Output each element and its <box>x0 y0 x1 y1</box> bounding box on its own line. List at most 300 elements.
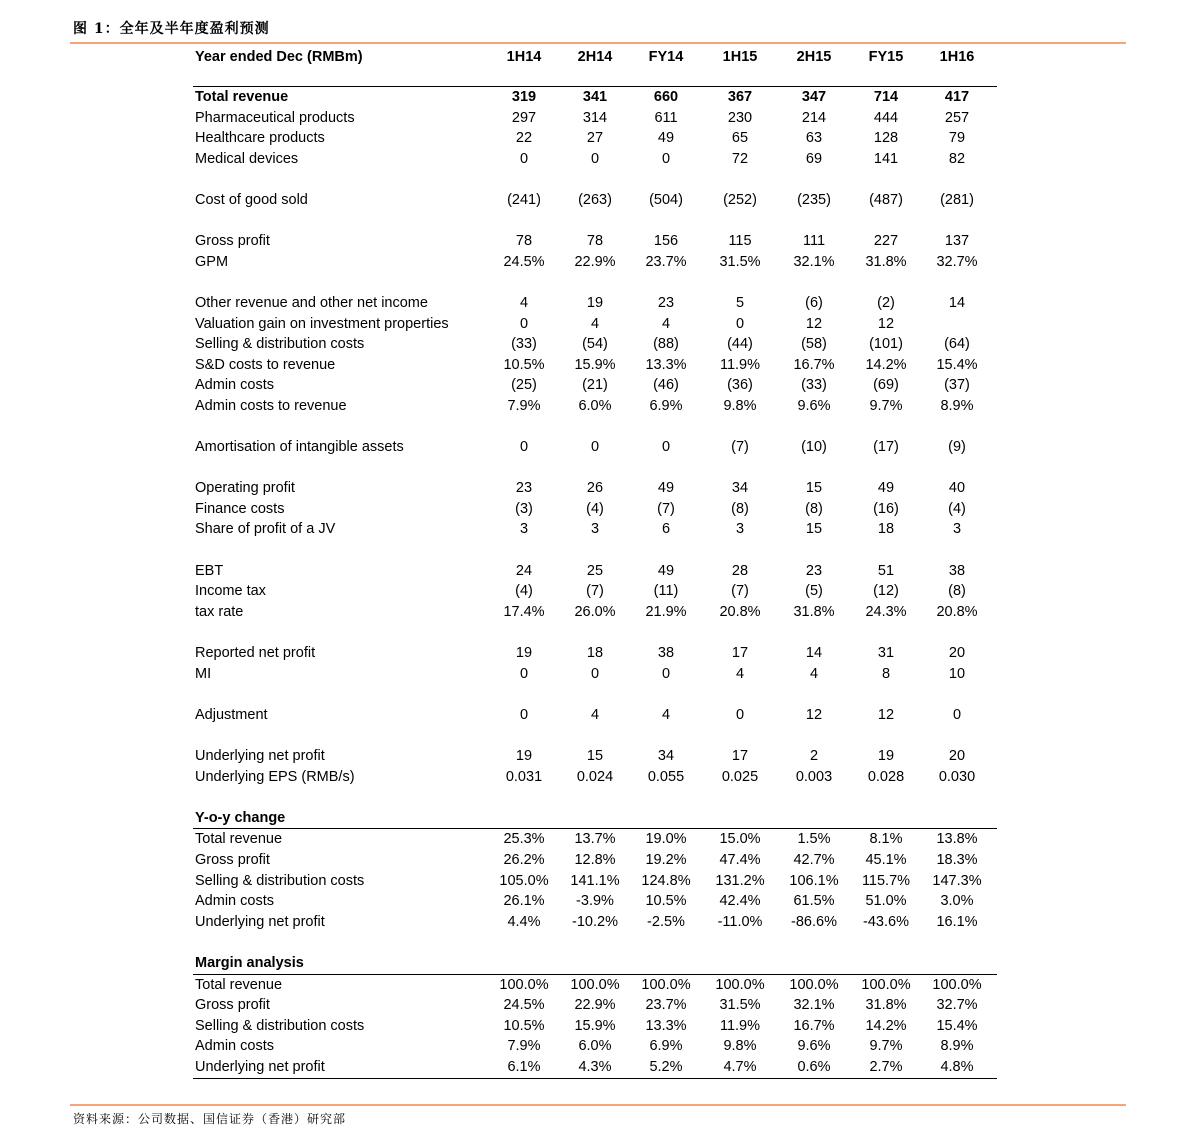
table-row <box>193 108 997 129</box>
cell-value: 22 <box>515 130 533 147</box>
row-label: Share of profit of a JV <box>195 521 336 538</box>
cell-value: 7.9% <box>507 1038 541 1055</box>
cell-value: (281) <box>940 191 974 208</box>
cell-value: 297 <box>511 109 537 126</box>
cell-value: (33) <box>801 377 827 394</box>
figure-title: 图 1：全年及半年度盈利预测 <box>73 21 270 37</box>
cell-value: (33) <box>511 336 537 353</box>
cell-value: (7) <box>731 583 749 600</box>
cell-value: 63 <box>805 130 823 147</box>
cell-value: 11.9% <box>719 1017 761 1034</box>
cell-value: 12.8% <box>574 851 616 868</box>
cell-value: 17 <box>731 645 749 662</box>
cell-value: 24 <box>515 562 533 579</box>
cell-value: (36) <box>727 377 753 394</box>
cell-value: 0 <box>519 665 529 682</box>
cell-value: 4 <box>661 706 671 723</box>
cell-value: 9.7% <box>869 1038 903 1055</box>
cell-value: 3 <box>519 521 529 538</box>
cell-value: 0.003 <box>795 768 833 785</box>
cell-value: 105.0% <box>499 872 549 889</box>
cell-value: 15.4% <box>936 356 978 373</box>
cell-value: 72 <box>731 150 749 167</box>
cell-value: 38 <box>948 562 966 579</box>
cell-value: 6.0% <box>578 397 612 414</box>
cell-value: 0 <box>661 439 671 456</box>
cell-value: 49 <box>657 562 675 579</box>
table-row <box>193 252 997 273</box>
row-label: Gross profit <box>195 851 270 868</box>
cell-value: 115.7% <box>861 872 911 889</box>
cell-value: 100.0% <box>932 976 982 993</box>
row-label: Admin costs <box>195 1038 274 1055</box>
cell-value: 0 <box>590 665 600 682</box>
cell-value: 8 <box>881 665 891 682</box>
table-row <box>193 1036 997 1057</box>
cell-value: 0 <box>590 150 600 167</box>
cell-value: 23 <box>805 562 823 579</box>
spacer-row <box>193 787 997 808</box>
table-row <box>193 478 997 499</box>
cell-value: 5.2% <box>649 1058 683 1075</box>
cell-value: 314 <box>582 109 608 126</box>
cell-value: 147.3% <box>932 872 982 889</box>
cell-value: 31 <box>877 645 895 662</box>
cell-value: (54) <box>582 336 608 353</box>
cell-value: 2H15 <box>796 49 832 65</box>
cell-value: 13.7% <box>574 831 616 848</box>
cell-value: 4 <box>661 315 671 332</box>
cell-value: 100.0% <box>861 976 911 993</box>
cell-value: 6 <box>661 521 671 538</box>
cell-value: (263) <box>578 191 612 208</box>
cell-value: 2 <box>809 748 819 764</box>
cell-value: 7.9% <box>507 397 541 414</box>
cell-value: 1.5% <box>797 831 831 848</box>
cell-value: 141.1% <box>570 872 620 889</box>
cell-value: 0.025 <box>721 768 759 785</box>
cell-value: 0 <box>519 315 529 332</box>
cell-value: 341 <box>582 89 608 105</box>
cell-value: 32.7% <box>936 253 978 270</box>
cell-value: 0.030 <box>938 768 976 785</box>
cell-value: 38 <box>657 645 675 662</box>
table-row <box>193 314 997 335</box>
cell-value: 32.1% <box>793 997 835 1014</box>
cell-value: 9.8% <box>723 1038 757 1055</box>
cell-value: 8.1% <box>869 831 903 848</box>
cell-value: (17) <box>873 439 899 456</box>
cell-value: -3.9% <box>576 893 614 910</box>
cell-value: 0 <box>735 315 745 332</box>
cell-value: 12 <box>805 706 823 723</box>
top-rule <box>70 42 1126 44</box>
margin-section-title <box>193 953 997 974</box>
cell-value: 9.7% <box>869 397 903 414</box>
cell-value: (6) <box>805 294 823 311</box>
cell-value: 10.5% <box>503 1017 545 1034</box>
cell-value: 23.7% <box>645 253 687 270</box>
cell-value: 15 <box>805 521 823 538</box>
cell-value: (487) <box>869 191 903 208</box>
table-row <box>193 1016 997 1037</box>
cell-value: 1H15 <box>722 49 758 65</box>
cell-value: 31.8% <box>865 253 907 270</box>
row-label: Underlying net profit <box>195 1058 325 1075</box>
cell-value: 21.9% <box>645 603 687 620</box>
row-label: Gross profit <box>195 233 270 250</box>
row-label: Selling & distribution costs <box>195 1017 365 1034</box>
table-row <box>193 437 997 458</box>
cell-value: 14.2% <box>865 356 907 373</box>
cell-value: 10 <box>948 665 966 682</box>
cell-value: 42.4% <box>719 893 761 910</box>
cell-value: 0 <box>590 439 600 456</box>
cell-value: 0 <box>519 150 529 167</box>
earnings-forecast-table <box>193 46 997 1079</box>
yoy-section-title <box>193 808 997 829</box>
cell-value: 4.8% <box>940 1058 974 1075</box>
table-header-row <box>193 46 997 86</box>
row-label: Income tax <box>195 583 266 600</box>
cell-value: 26.1% <box>503 893 545 910</box>
table-row <box>193 705 997 726</box>
table-row <box>193 1057 997 1079</box>
cell-value: 9.6% <box>797 1038 831 1055</box>
cell-value: 156 <box>653 233 679 250</box>
row-label: Underlying net profit <box>195 913 325 930</box>
table-row <box>193 871 997 892</box>
cell-value: 34 <box>731 480 749 497</box>
cell-value: 124.8% <box>641 872 691 889</box>
cell-value: 19 <box>877 748 895 764</box>
cell-value: FY15 <box>868 49 904 65</box>
cell-value: 660 <box>653 89 679 105</box>
cell-value: 14.2% <box>865 1017 907 1034</box>
cell-value: 78 <box>515 233 533 250</box>
cell-value: 25.3% <box>503 831 545 848</box>
cell-value: 2H14 <box>577 49 613 65</box>
row-label: Medical devices <box>195 150 299 167</box>
cell-value: 714 <box>873 89 899 105</box>
cell-value: 42.7% <box>793 851 835 868</box>
cell-value: (252) <box>723 191 757 208</box>
row-label: Pharmaceutical products <box>195 109 355 126</box>
row-label: Selling & distribution costs <box>195 336 365 353</box>
table-row <box>193 995 997 1016</box>
spacer-row <box>193 684 997 705</box>
row-label: S&D costs to revenue <box>195 356 336 373</box>
row-label: Adjustment <box>195 706 268 723</box>
cell-value: 319 <box>511 89 537 105</box>
cell-value: (25) <box>511 377 537 394</box>
cell-value: 417 <box>944 89 970 105</box>
cell-value: 4 <box>590 315 600 332</box>
cell-value: 128 <box>873 130 899 147</box>
table-row <box>193 974 997 996</box>
spacer-row <box>193 622 997 643</box>
row-label: Year ended Dec (RMBm) <box>195 49 363 65</box>
row-label: GPM <box>195 253 229 270</box>
cell-value: 15.9% <box>574 1017 616 1034</box>
cell-value: (7) <box>657 500 675 517</box>
cell-value: 4 <box>809 665 819 682</box>
cell-value: 100.0% <box>715 976 765 993</box>
cell-value: (11) <box>653 583 679 600</box>
cell-value: 13.3% <box>645 1017 687 1034</box>
cell-value: 12 <box>877 706 895 723</box>
cell-value: (4) <box>948 500 966 517</box>
table-row <box>193 86 997 108</box>
cell-value: 25 <box>586 562 604 579</box>
cell-value: 0.031 <box>505 768 543 785</box>
cell-value: 32.1% <box>793 253 835 270</box>
cell-value: (3) <box>515 500 533 517</box>
cell-value: 31.8% <box>793 603 835 620</box>
cell-value: 367 <box>727 89 753 105</box>
cell-value: 6.1% <box>507 1058 541 1075</box>
cell-value: 6.0% <box>578 1038 612 1055</box>
cell-value: 111 <box>802 233 826 250</box>
row-label: Total revenue <box>195 831 283 848</box>
cell-value: 24.5% <box>503 253 545 270</box>
cell-value: 0.028 <box>867 768 905 785</box>
cell-value: 3 <box>952 521 962 538</box>
bottom-rule <box>70 1104 1126 1106</box>
spacer-row <box>193 725 997 746</box>
cell-value: 31.8% <box>865 997 907 1014</box>
row-label: Healthcare products <box>195 130 325 147</box>
cell-value: (241) <box>507 191 541 208</box>
cell-value: 131.2% <box>715 872 765 889</box>
row-label: Reported net profit <box>195 645 316 662</box>
row-label: Admin costs <box>195 893 274 910</box>
cell-value: 0.024 <box>576 768 614 785</box>
cell-value: 22.9% <box>574 997 616 1014</box>
table-row <box>193 375 997 396</box>
cell-value: 4.7% <box>723 1058 757 1075</box>
table-row <box>193 355 997 376</box>
cell-value: 0 <box>952 706 962 723</box>
cell-value: 26 <box>586 480 604 497</box>
source-note: 资料来源：公司数据、国信证券（香港）研究部 <box>73 1112 347 1126</box>
cell-value: 8.9% <box>940 397 974 414</box>
cell-value: 19 <box>515 645 533 662</box>
cell-value: 5 <box>735 294 745 311</box>
cell-value: (5) <box>805 583 823 600</box>
cell-value: 106.1% <box>789 872 839 889</box>
spacer-row <box>193 932 997 953</box>
cell-value: 3 <box>735 521 745 538</box>
cell-value: 4 <box>590 706 600 723</box>
cell-value: 1H16 <box>939 49 975 65</box>
cell-value: 23 <box>657 294 675 311</box>
cell-value: 28 <box>731 562 749 579</box>
cell-value: 16.7% <box>793 1017 835 1034</box>
cell-value: 141 <box>873 150 899 167</box>
row-label: Underlying net profit <box>195 748 325 764</box>
row-label: Total revenue <box>195 89 289 105</box>
cell-value: (16) <box>873 500 899 517</box>
cell-value: 257 <box>944 109 970 126</box>
table-row <box>193 334 997 355</box>
table-row <box>193 519 997 540</box>
table-row <box>193 767 997 788</box>
cell-value: 51 <box>877 562 895 579</box>
cell-value: 1H14 <box>506 49 542 65</box>
cell-value: 51.0% <box>865 893 907 910</box>
cell-value: 100.0% <box>570 976 620 993</box>
cell-value: (101) <box>869 336 903 353</box>
row-label: Finance costs <box>195 500 285 517</box>
cell-value: 347 <box>801 89 827 105</box>
table-row <box>193 190 997 211</box>
cell-value: 17.4% <box>503 603 545 620</box>
cell-value: (21) <box>582 377 608 394</box>
cell-value: 100.0% <box>499 976 549 993</box>
cell-value: 40 <box>948 480 966 497</box>
cell-value: 13.8% <box>936 831 978 848</box>
cell-value: (9) <box>948 439 966 456</box>
cell-value: (8) <box>805 500 823 517</box>
spacer-row <box>193 540 997 561</box>
cell-value: 20 <box>948 748 966 764</box>
row-label: Other revenue and other net income <box>195 294 428 311</box>
cell-value: 2.7% <box>869 1058 903 1075</box>
table-row <box>193 293 997 314</box>
cell-value: 49 <box>657 130 675 147</box>
cell-value: 15.4% <box>936 1017 978 1034</box>
cell-value: 47.4% <box>719 851 761 868</box>
cell-value: (8) <box>948 583 966 600</box>
cell-value: 12 <box>805 315 823 332</box>
cell-value: 45.1% <box>865 851 907 868</box>
cell-value: (88) <box>653 336 679 353</box>
cell-value: 3 <box>590 521 600 538</box>
cell-value: 23 <box>515 480 533 497</box>
table-row <box>193 746 997 767</box>
cell-value: 100.0% <box>641 976 691 993</box>
row-label: MI <box>195 665 212 682</box>
cell-value: 3.0% <box>940 893 974 910</box>
cell-value: 9.6% <box>797 397 831 414</box>
cell-value: 15.0% <box>719 831 761 848</box>
cell-value: 230 <box>727 109 753 126</box>
row-label: Admin costs to revenue <box>195 397 347 414</box>
cell-value: (7) <box>586 583 604 600</box>
cell-value: (69) <box>873 377 899 394</box>
cell-value: 61.5% <box>793 893 835 910</box>
cell-value: 23.7% <box>645 997 687 1014</box>
cell-value: 444 <box>873 109 899 126</box>
cell-value: (58) <box>801 336 827 353</box>
cell-value: (64) <box>944 336 970 353</box>
cell-value: (10) <box>801 439 827 456</box>
row-label: Total revenue <box>195 976 283 993</box>
cell-value: 20.8% <box>719 603 761 620</box>
cell-value: 137 <box>944 233 970 250</box>
row-label: tax rate <box>195 603 244 620</box>
cell-value: 78 <box>586 233 604 250</box>
cell-value: 16.1% <box>936 913 978 930</box>
table-row <box>193 128 997 149</box>
cell-value: 65 <box>731 130 749 147</box>
spacer-row <box>193 272 997 293</box>
cell-value: 15 <box>805 480 823 497</box>
table-row <box>193 602 997 623</box>
cell-value: (37) <box>944 377 970 394</box>
cell-value: 12 <box>877 315 895 332</box>
cell-value: 9.8% <box>723 397 757 414</box>
cell-value: 15 <box>586 748 604 764</box>
table-row <box>193 499 997 520</box>
cell-value: 49 <box>877 480 895 497</box>
cell-value: 22.9% <box>574 253 616 270</box>
table-row <box>193 231 997 252</box>
row-label: Underlying EPS (RMB/s) <box>195 768 355 785</box>
cell-value: 0 <box>735 706 745 723</box>
cell-value: 26.0% <box>574 603 616 620</box>
cell-value: 34 <box>657 748 675 764</box>
cell-value: 0 <box>519 439 529 456</box>
cell-value: 18 <box>877 521 895 538</box>
cell-value: 82 <box>948 150 966 167</box>
cell-value: 19 <box>515 748 533 764</box>
cell-value: 24.5% <box>503 997 545 1014</box>
cell-value: 19.2% <box>645 851 687 868</box>
spacer-row <box>193 417 997 438</box>
row-label: Admin costs <box>195 377 274 394</box>
row-label: Selling & distribution costs <box>195 872 365 889</box>
cell-value: 14 <box>805 645 823 662</box>
row-label: Cost of good sold <box>195 191 308 208</box>
cell-value: 49 <box>657 480 675 497</box>
row-label: Y-o-y change <box>195 809 286 826</box>
cell-value: 0 <box>661 665 671 682</box>
cell-value: 24.3% <box>865 603 907 620</box>
cell-value: 6.9% <box>649 397 683 414</box>
cell-value: 10.5% <box>503 356 545 373</box>
spacer-row <box>193 169 997 190</box>
table-row <box>193 891 997 912</box>
row-label: Operating profit <box>195 480 295 497</box>
table-row <box>193 396 997 417</box>
cell-value: 6.9% <box>649 1038 683 1055</box>
cell-value: 26.2% <box>503 851 545 868</box>
cell-value: 4.4% <box>507 913 541 930</box>
cell-value: 0.055 <box>647 768 685 785</box>
cell-value: 10.5% <box>645 893 687 910</box>
cell-value: 18.3% <box>936 851 978 868</box>
cell-value: 27 <box>586 130 604 147</box>
cell-value: -11.0% <box>717 913 763 930</box>
cell-value: FY14 <box>648 49 684 65</box>
cell-value: 32.7% <box>936 997 978 1014</box>
row-label: Valuation gain on investment properties <box>195 315 449 332</box>
cell-value: -10.2% <box>572 913 618 930</box>
cell-value: 4.3% <box>578 1058 612 1075</box>
cell-value: 15.9% <box>574 356 616 373</box>
cell-value: -43.6% <box>863 913 909 930</box>
cell-value: (8) <box>731 500 749 517</box>
cell-value: (4) <box>586 500 604 517</box>
cell-value: 14 <box>948 294 966 311</box>
table-row <box>193 912 997 933</box>
cell-value: (4) <box>515 583 533 600</box>
row-label: Gross profit <box>195 997 270 1014</box>
cell-value: (44) <box>727 336 753 353</box>
cell-value: 214 <box>801 109 827 126</box>
